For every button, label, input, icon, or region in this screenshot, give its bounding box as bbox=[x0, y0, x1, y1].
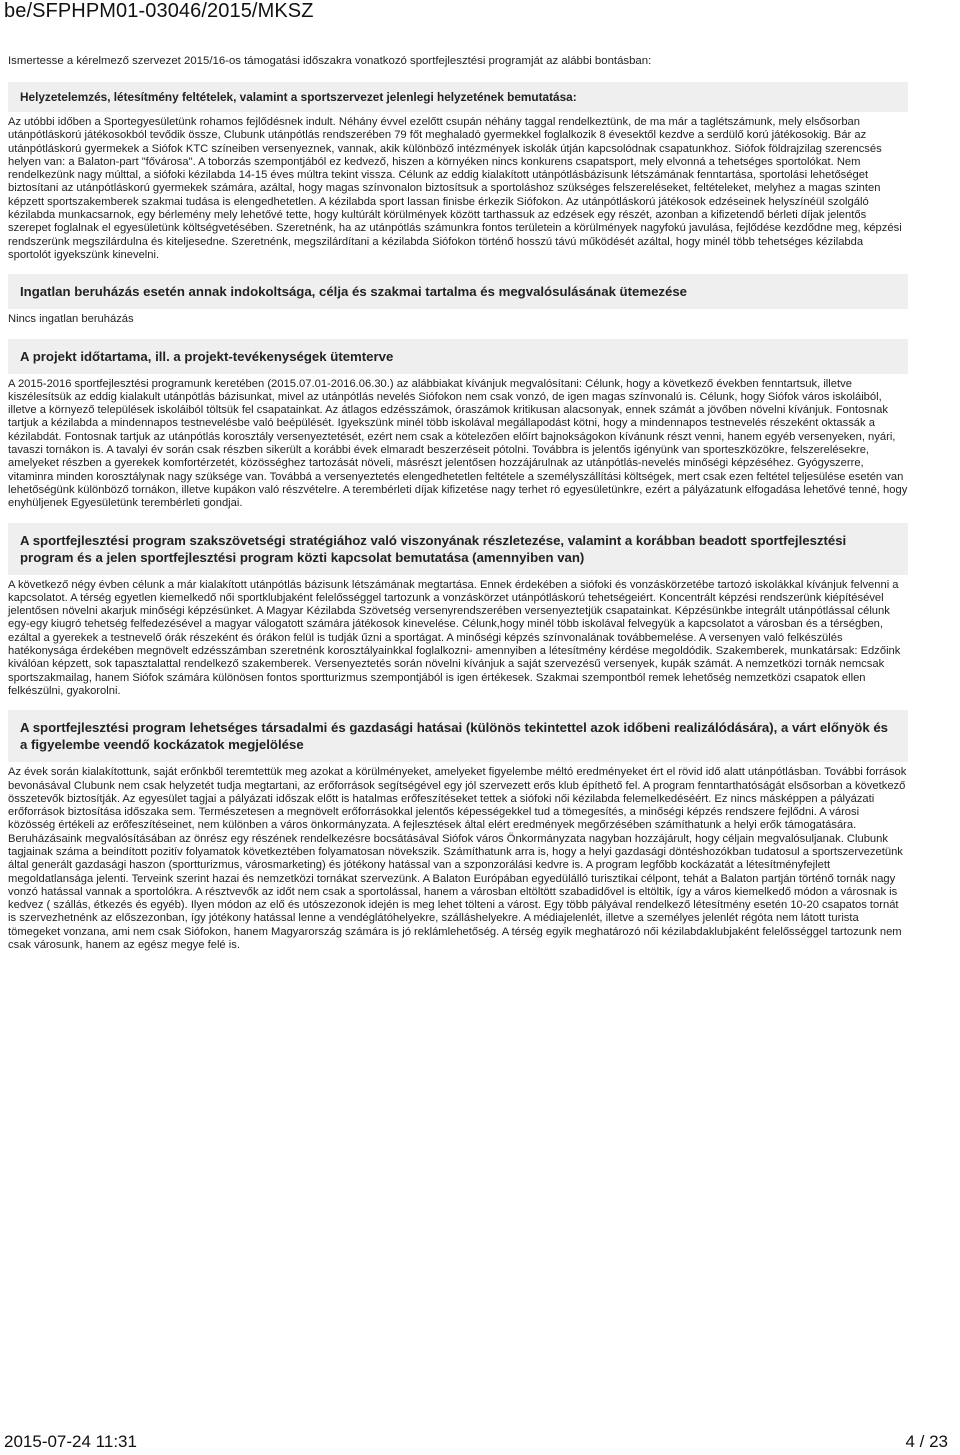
section-title-strategy: A sportfejlesztési program szakszövetségi stratégiához való viszonyának részletezése, valamint a korábban beadott sportfejlesztési program és a jelen sportfejlesztési program közti kapcsolat bemutatása (amennyiben van) bbox=[8, 523, 908, 575]
section-body-real-estate: Nincs ingatlan beruházás bbox=[8, 313, 134, 326]
footer-page-indicator: 4 / 23 bbox=[905, 1432, 948, 1451]
section-title-real-estate: Ingatlan beruházás esetén annak indokoltsága, célja és szakmai tartalma és megvalósulásának ütemezése bbox=[8, 274, 908, 309]
document-id: be/SFPHPM01-03046/2015/MKSZ bbox=[4, 0, 314, 22]
footer-timestamp: 2015-07-24 11:31 bbox=[4, 1432, 137, 1451]
section-body-impact: Az évek során kialakítottunk, saját erőnkből teremtettük meg azokat a körülményeket, amelyeket figyelembe méltó eredményeket ért el rövid idő alatt utánpótlásban. További források bevonásával Clubunk nem csak helyzetét tudja megtartani, az erőforrások segítségével egy jól szervezett erős klub építhető fel. A program fenntarthatóságát elsősorban a következő összetevők biztosítják. Az egyesület tagjai a pályázati időszak előtt is hatalmas erőfeszítéseket tettek a siófoki női kézilabda felemelkedéséért. Ez nincs másképpen a pályázati erőforrások biztosítása időszaka sem. Természetesen a megnövelt erőforrásokkal jelentős képességekkel tud a tömegesítés, a minőségi képzés rendszere fejlődni. A városi közösség értékeli az erőfeszítéseinet, nem különben a város önkormányzata. A fejlesztések által elért eredmények megőrzésében számíthatunk a helyi erők támogatására. Beruházásaink megvalósításában az önrész egy részének rendelkezésre bocsátásával Siófok város Önkormányzata nagyban hozzájárult, hogy céljain megvalósuljanak. Clubunk tagjainak száma a beindított pozitív folyamatok következtében folyamatosan növekszik. Számíthatunk arra is, hogy a helyi gazdasági döntéshozókban tudatosul a sportszervezetünk által generált gazdasági haszon (sportturizmus, városmarketing) és jótékony hatással van a szponzorálási kedvre is. A program legfőbb kockázatát a létesítményfejlett megoldatlansága jelenti. Terveink szerint hazai és nemzetközi tornákat szervezünk. A Balaton Európában egyedülálló turisztikai célpont, tehát a Balaton partján történő tornák nagy vonzó hatással vannak a sportolókra. A résztvevők az időt nem csak a sportolással, hanem a városban eltöltött szabadidővel is eltöltik, így a város kiemelkedő módon a városnak is kedvez ( szállás, étkezés és egyéb). Ilyen módon az elő és utószezonok idején is meg lehet tölteni a várost. Egy több pályával rendelkező létesítmény esetén 10-20 csapatos tornát is szervezhetnénk az előszezonban, így jótékony hatással lenne a vendéglátóhelyekre, szálláshelyekre. A médiajelenlét, illetve a személyes jelenlét régóta nem látott turista tömegeket vonzana, ami nem csak Siófokon, hanem Magyarország számára is jó reklámlehetőség. A térség egyik meghatározó női kézilabdaklubjaként felelősséggel tartozunk nem csak városunk, hanem az egész megye felé is. bbox=[8, 766, 907, 952]
section-body-strategy: A következő négy évben célunk a már kialakított utánpótlás bázisunk létszámának megtartása. Ennek érdekében a siófoki és vonzáskörzetébe tartozó iskolákkal kívánjuk felvenni a kapcsolatot. A térség egyetlen kiemelkedő női sportklubjaként felelősséggel tartozunk a vonzáskörzet utánpótláskorú tehetségeiért. Koncentrált képzési rendszerünk kiépítésével jelentősen növelni akarjuk minőségi képzésünket. A Magyar Kézilabda Szövetség versenyrendszerében versenyeztetjük csapatainkat. Képzésünkbe integrált utánpótlással célunk egy-egy kiugró tehetség felfedezésével a magyar válogatott számára játékosok kinevelése. Célunk,hogy minél több iskolával felvegyük a kapcsolatot a városban és a térségben, ezáltal a gyerekek a testnevelő órák részeként és órákon felül is tudják űzni a sportágat. A minőségi képzés színvonalának továbbemelése. A versenyen való felkészülés hatékonysága érdekében megnövelt edzésszámban szeretnénk korosztályainkkal foglalkozni- amennyiben a létesítmény kérdése megoldódik. Szakemberek, munkatársak: Edzőink kiválóan képzett, sok tapasztalattal rendelkező szakemberek. Versenyeztetés során növelni kívánjuk a saját szervezésű versenyek, kupák számát. A nemzetközi tornák nemcsak sportszakmailag, hanem Siófok számára különösen fontos sportturizmus szempontjából is igen értékesek. Szakmai szempontból remek lehetőség nemzetközi csapatok ellen felkészülni, gyakorolni. bbox=[8, 578, 901, 697]
section-body-timeline: A 2015-2016 sportfejlesztési programunk keretében (2015.07.01-2016.06.30.) az alábbiakat kívánjuk megvalósítani: Célunk, hogy a következő években fenntartsuk, illetve kiszélesítsük az eddig kialakult utánpótlás bázisunkat, mivel az utánpótlás nevelés Siófokon nem csak vonzó, de igen magas színvonalú is. Célunk, hogy Siófok város iskoláiból, illetve a környező települések iskoláiból töltsük fel csapatainkat. Az átlagos edzésszámok, óraszámok kritikusan alacsonyak, ennek számát a jövőben növelni kívánjuk. Fontosnak tartjuk a kézilabda a mindennapos testnevelésbe való beépülését. Igyekszünk minél több iskolával megállapodást kötni, hogy a mindennapos testnevelés részeként oktassák a kézilabdát. Fontosnak tartjuk az utánpótlás korosztály versenyeztetését, ezért nem csak a kötelezően előírt bajnokságokon kívánunk részt venni, hanem egyéb versenyeken, nyári, tavaszi tornákon is. A tavalyi év során csak részben sikerült a korábbi évek elmaradt beszerzéseit pótolni. Továbbra is jelentős igényünk van sporteszközökre, felszerelésekre, amelyeket részben a gyerekek komfortérzetét, közösséghez tartozását növeli, másrészt jelentősen hozzájárulnak az utánpótlás-nevelés minőségi képzéséhez. Gyógyszerre, vitaminra minden korosztálynak nagy szüksége van. Továbbá a versenyeztetés elengedhetetlen feltétele a személyszállítási költségek, mert csak ezen feltétel teljesülése esetén van lehetőségünk különböző tornákon, illetve kupákon való részvételre. A terembérleti díjak kifizetése nagy terhet ró egyesületünkre, ezért a pályázatunk elfogadása lehetővé tenné, hogy enyhüljenek Egyesületünk terembérleti gondjai. bbox=[8, 377, 908, 510]
section-title-timeline: A projekt időtartama, ill. a projekt-tevékenységek ütemterve bbox=[8, 339, 908, 374]
intro-text: Ismertesse a kérelmező szervezet 2015/16-os támogatási időszakra vonatkozó sportfejlesztési programját az alábbi bontásban: bbox=[8, 55, 652, 67]
section-title-impact: A sportfejlesztési program lehetséges társadalmi és gazdasági hatásai (különös tekintettel azok időbeni realizálódására), a várt előnyök és a figyelembe veendő kockázatok megjelölése bbox=[8, 710, 908, 762]
section-title-situation: Helyzetelemzés, létesítmény feltételek, valamint a sportszervezet jelenlegi helyzetének bemutatása: bbox=[8, 82, 908, 112]
document-body bbox=[8, 48, 908, 964]
section-body-situation: Az utóbbi időben a Sportegyesületünk rohamos fejlődésnek indult. Néhány évvel ezelőtt csupán néhány taggal rendelkeztünk, de ma már a taglétszámunk, mely elsősorban utánpótláskorú játékosokból tevődik össze, Clubunk utánpótlás rendszerében 79 főt meghaladó gyermekkel foglalkozik 8 évesektől kezdve a serdülő korú játékosokig. Bár az utánpótláskorú gyermekek a Siófok KTC színeiben versenyeznek, vannak, akik különböző intézmények iskolák útján kapcsolódnak csapatunkhoz. Siófok földrajzilag szerencsés helyen van: a Balaton-part "fővárosa". A toborzás szempontjából ez kedvező, hiszen a környéken nincs konkurens csapatsport, mely elvonná a tehetséges sportolókat. Nem rendelkezünk nagy múlttal, a siófoki kézilabda 14-15 éves múltra tekint vissza. Célunk az eddig kialakított utánpótlásbázisunk létszámának fenntartása, sportolási lehetőséget biztosítani az utánpótláskorú gyermekek számára, azáltal, hogy magas színvonalon biztosítsuk a sportoláshoz szükséges felszereléseket, feltételeket, melyhez a magas szinten képzett sportszakemberek szakmai tudása is elengedhetetlen. A kézilabda sport lassan finisbe érkezik Siófokon. Az utánpótláskorú játékosok edzéseinek helyszínéül szolgáló kézilabda munkacsarnok, egy bérlemény mely lehetővé tette, hogy kultúrált körülmények között tarthassuk az edzések egy részét, azonban a kifizetendő bérleti díjak jelentős szerepet foglalnak el egyesületünk költségvetésében. Szeretnénk, ha az utánpótlás számunkra fontos területein a körülmények nagyfokú javulása, fejlődése kezdődne meg, képzési rendszerünk megszilárdulna és kiteljesedne. Szeretnénk, megszilárdítani a kézilabda Siófokon történő hosszú távú működését azáltal, hogy minél több tehetséges kézilabda sportolót igyekszünk kinevelni. bbox=[8, 116, 902, 261]
